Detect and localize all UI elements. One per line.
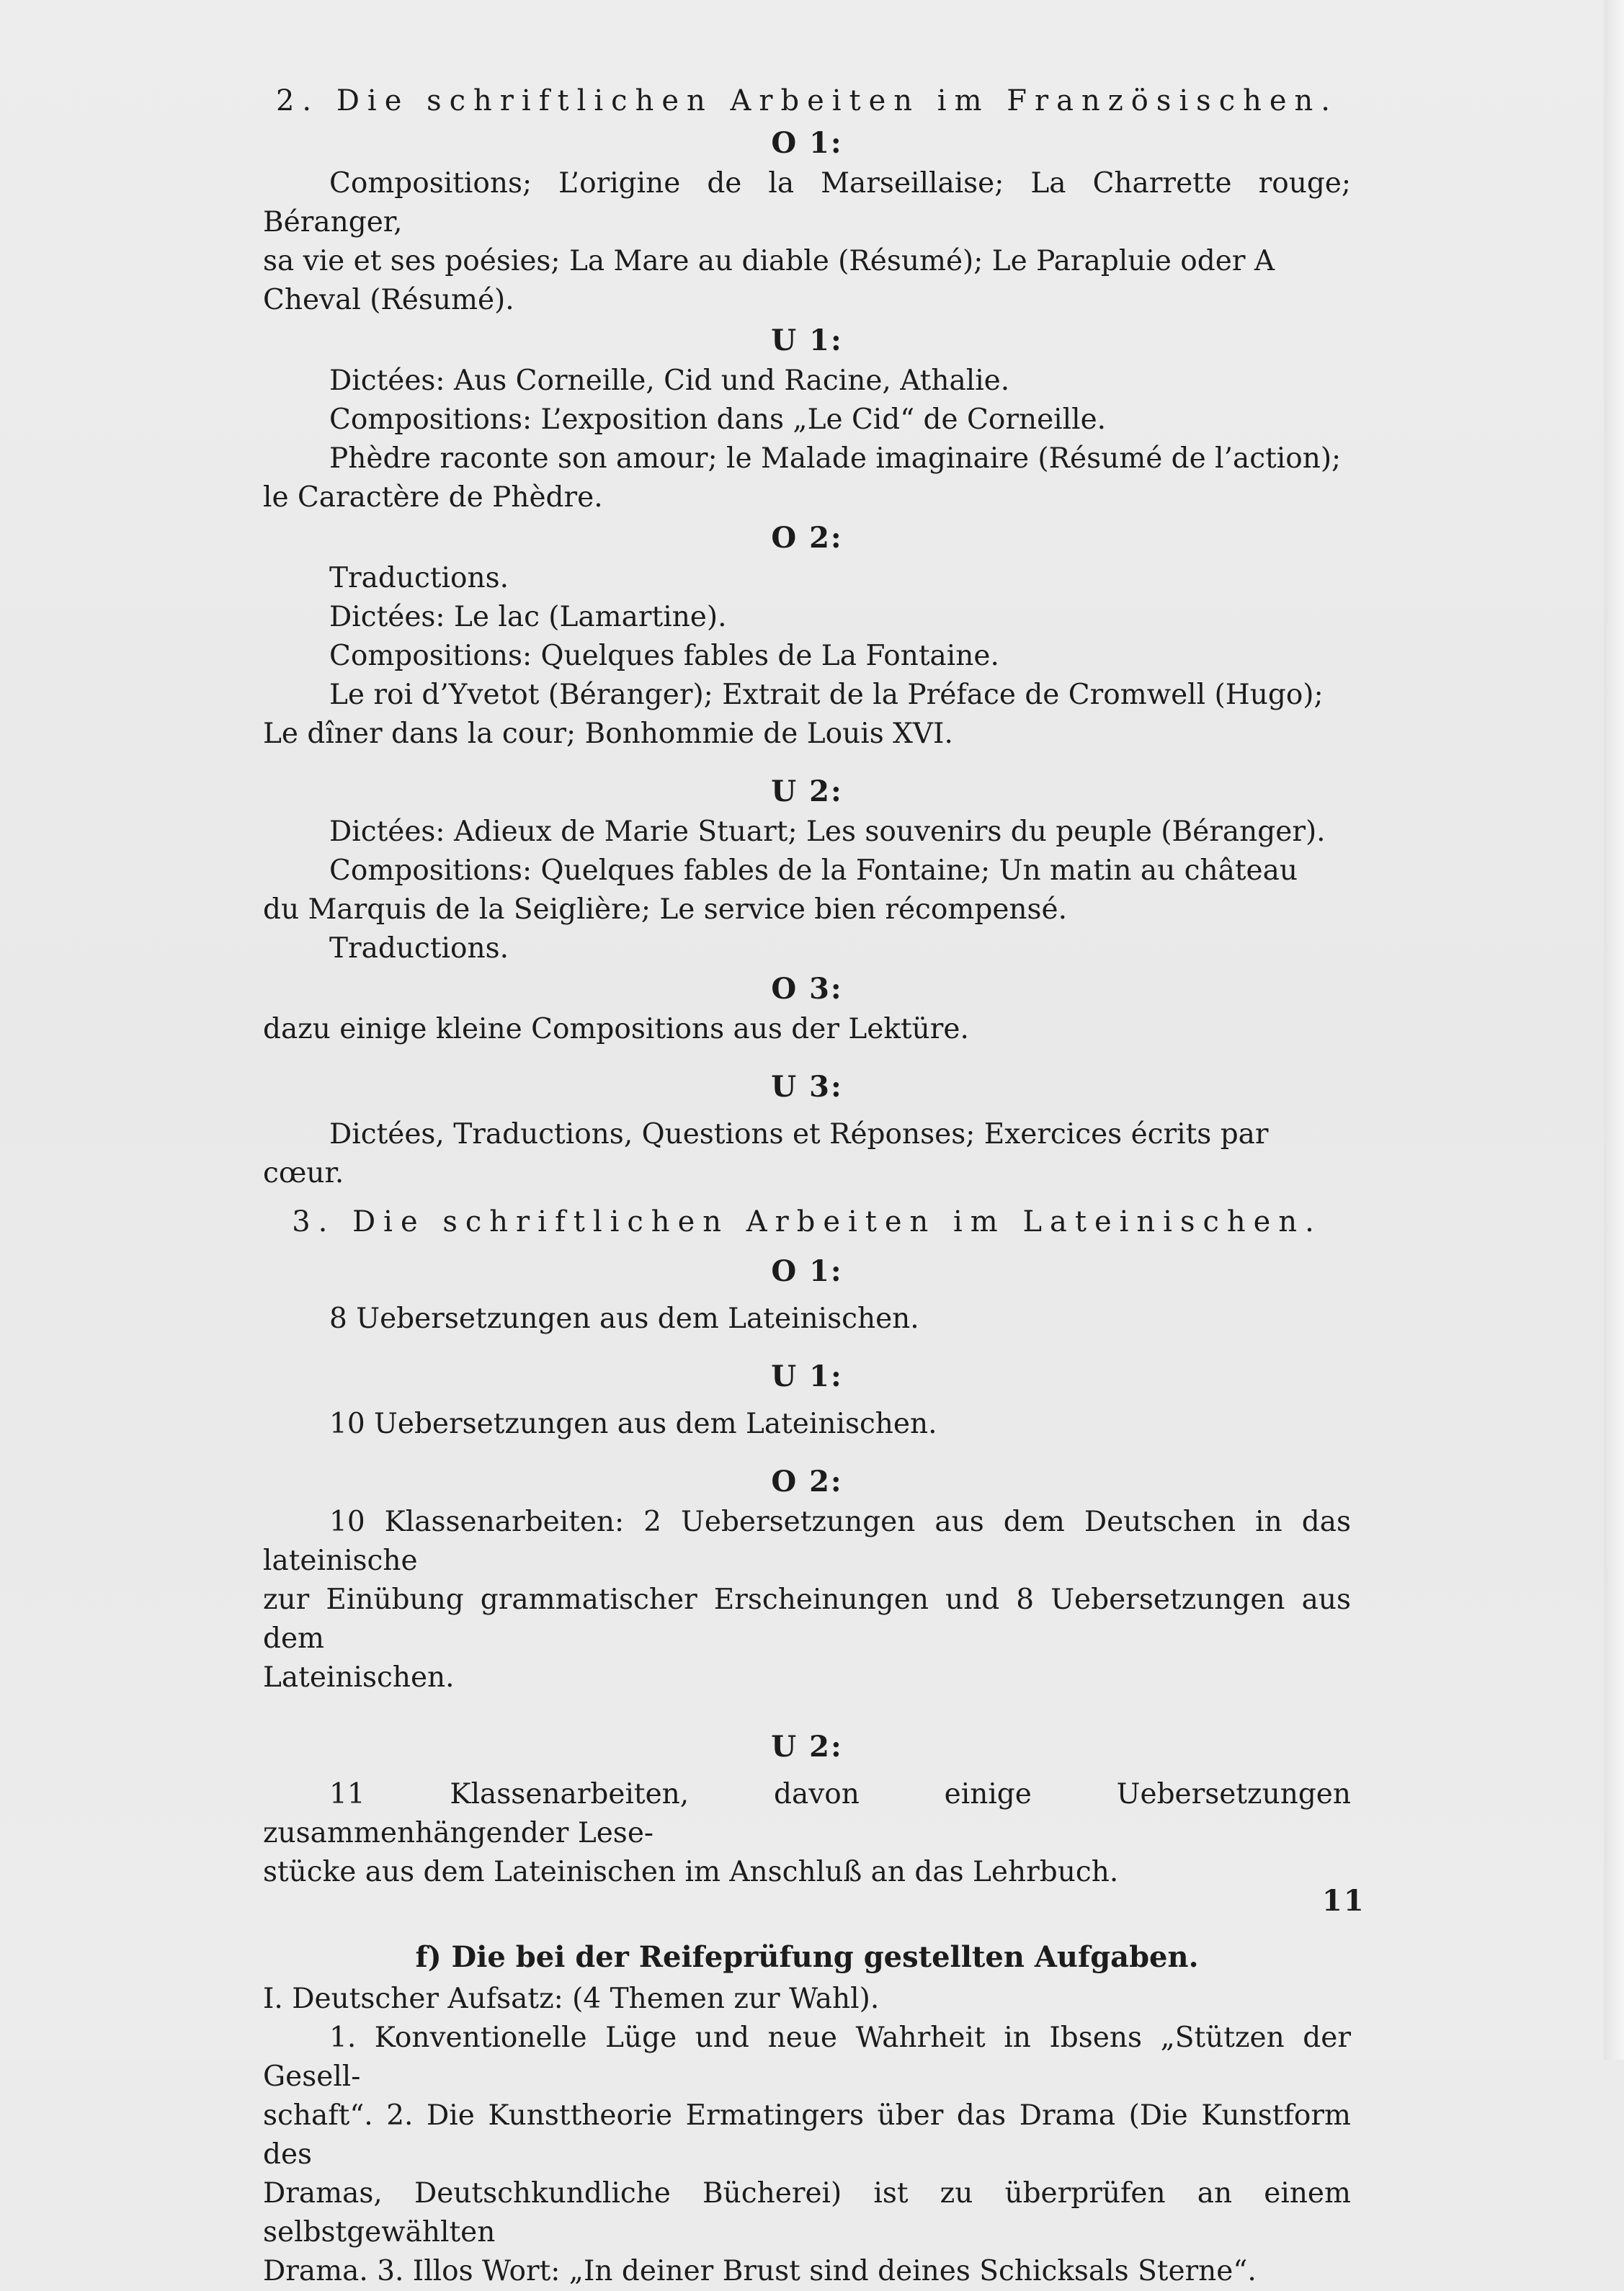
- text-line: zur Einübung grammatischer Erscheinungen und 8 Uebersetzungen aus dem: [263, 1584, 1351, 1655]
- text-line: Traductions.: [329, 562, 509, 594]
- class-label-u1-french: U 1:: [771, 323, 843, 357]
- text-line: Dramas, Deutschkundliche Bücherei) ist zu überprüfen an einem selbstgewählten: [263, 2177, 1351, 2248]
- text-line: 8 Uebersetzungen aus dem Lateinischen.: [329, 1303, 919, 1335]
- text-line: 10 Klassenarbeiten: 2 Uebersetzungen aus dem Deutschen in das lateinische: [263, 1506, 1351, 1577]
- text-line: schaft“. 2. Die Kunsttheorie Ermatingers über das Drama (Die Kunstform des: [263, 2099, 1351, 2171]
- text-line: 1. Konventionelle Lüge und neue Wahrheit in Ibsens „Stützen der Gesell-: [263, 2022, 1351, 2093]
- text-line: Dictées: Le lac (Lamartine).: [329, 601, 727, 633]
- text-line: le Caractère de Phèdre.: [263, 481, 603, 514]
- page-number: 11: [1322, 1884, 1365, 1918]
- page-edge: [1604, 0, 1624, 2060]
- class-label-o1-latin: O 1:: [771, 1254, 843, 1288]
- text-line: Traductions.: [329, 932, 509, 965]
- text-line: Lateinischen.: [263, 1661, 455, 1694]
- class-label-o3-french: O 3:: [771, 972, 843, 1006]
- section-heading-exam: f) Die bei der Reifeprüfung gestellten Aufgaben.: [415, 1940, 1199, 1974]
- class-label-u3-french: U 3:: [771, 1070, 843, 1104]
- text-line: dazu einige kleine Compositions aus der Lektüre.: [263, 1013, 969, 1045]
- text-line: Phèdre raconte son amour; le Malade imaginaire (Résumé de l’action);: [329, 442, 1342, 475]
- text-line: 11 Klassenarbeiten, davon einige Uebersetzungen zusammenhängender Lese-: [263, 1778, 1351, 1849]
- text-line: Le dîner dans la cour; Bonhommie de Louis XVI.: [263, 718, 953, 750]
- section-title-latin: 3. Die schriftlichen Arbeiten im Lateinischen.: [292, 1205, 1322, 1238]
- class-label-u2-french: U 2:: [771, 774, 843, 808]
- text-line: Dictées: Aus Corneille, Cid und Racine, Athalie.: [329, 365, 1010, 397]
- text-line: Cheval (Résumé).: [263, 284, 514, 316]
- text-line: 10 Uebersetzungen aus dem Lateinischen.: [329, 1408, 937, 1440]
- text-line: Dictées: Adieux de Marie Stuart; Les souvenirs du peuple (Béranger).: [329, 816, 1326, 848]
- text-line: Le roi d’Yvetot (Béranger); Extrait de la Préface de Cromwell (Hugo);: [329, 679, 1324, 711]
- text-line: Compositions: Quelques fables de la Fontaine; Un matin au château: [329, 854, 1298, 887]
- section-title-french: 2. Die schriftlichen Arbeiten im Französischen.: [275, 84, 1339, 117]
- text-line: stücke aus dem Lateinischen im Anschluß an das Lehrbuch.: [263, 1856, 1119, 1888]
- text-line: Compositions: Quelques fables de La Fontaine.: [329, 640, 999, 672]
- class-label-o2-latin: O 2:: [771, 1465, 843, 1499]
- exam-item: I. Deutscher Aufsatz: (4 Themen zur Wahl).: [263, 1983, 880, 2015]
- text-line: Compositions: L’exposition dans „Le Cid“ de Corneille.: [329, 403, 1107, 436]
- class-label-u1-latin: U 1:: [771, 1359, 843, 1393]
- document-body: [263, 79, 1351, 2291]
- text-line: Dictées, Traductions, Questions et Réponses; Exercices écrits par cœur.: [263, 1118, 1269, 1189]
- text-line: Drama. 3. Illos Wort: „In deiner Brust sind deines Schicksals Sterne“.: [263, 2255, 1257, 2287]
- class-label-o2-french: O 2:: [771, 521, 843, 555]
- class-label-o1-french: O 1:: [771, 126, 843, 160]
- text-line: sa vie et ses poésies; La Mare au diable (Résumé); Le Parapluie oder A: [263, 245, 1275, 277]
- class-label-u2-latin: U 2:: [771, 1730, 843, 1764]
- text-line: du Marquis de la Seiglière; Le service bien récompensé.: [263, 893, 1068, 926]
- text-line: Compositions; L’origine de la Marseillaise; La Charrette rouge; Béranger,: [263, 167, 1351, 238]
